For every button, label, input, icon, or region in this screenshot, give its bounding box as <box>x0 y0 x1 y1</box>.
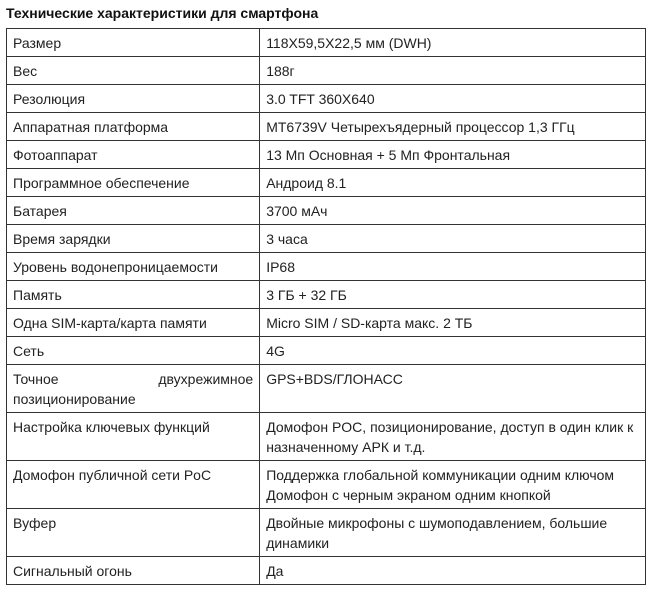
spec-label: Батарея <box>7 197 260 225</box>
table-row <box>7 141 646 169</box>
spec-value: Да <box>260 557 646 585</box>
table-row <box>7 197 646 225</box>
spec-value-line: назначенному АРК и т.д. <box>266 439 426 455</box>
table-row <box>7 337 646 365</box>
spec-value: 4G <box>260 337 646 365</box>
specs-table <box>6 28 646 585</box>
table-row <box>7 113 646 141</box>
spec-label: Вуфер <box>7 509 260 557</box>
spec-label: Домофон публичной сети PoC <box>7 461 260 509</box>
spec-label: Резолюция <box>7 85 260 113</box>
table-row <box>7 29 646 57</box>
spec-label: Память <box>7 281 260 309</box>
spec-value <box>260 413 646 461</box>
spec-value: MT6739V Четырехъядерный процессор 1,3 ГГц <box>260 113 646 141</box>
spec-label: Вес <box>7 57 260 85</box>
spec-value: 3 часа <box>260 225 646 253</box>
spec-value <box>260 509 646 557</box>
spec-label: Программное обеспечение <box>7 169 260 197</box>
table-row <box>7 57 646 85</box>
spec-value: IP68 <box>260 253 646 281</box>
spec-value: 3.0 TFT 360X640 <box>260 85 646 113</box>
spec-value: GPS+BDS/ГЛОНАСС <box>260 365 646 413</box>
table-row <box>7 225 646 253</box>
spec-label: Уровень водонепроницаемости <box>7 253 260 281</box>
spec-value-line: динамики <box>266 535 330 551</box>
spec-value: 3 ГБ + 32 ГБ <box>260 281 646 309</box>
spec-label <box>7 365 260 413</box>
spec-label: Одна SIM-карта/карта памяти <box>7 309 260 337</box>
table-row <box>7 365 646 413</box>
spec-value-line: Поддержка глобальной коммуникации одним ключом <box>266 467 615 483</box>
table-row <box>7 413 646 461</box>
spec-label: Фотоаппарат <box>7 141 260 169</box>
spec-label-word: Точное <box>13 371 59 387</box>
table-row <box>7 461 646 509</box>
spec-value: 3700 мАч <box>260 197 646 225</box>
spec-label-line <box>13 369 253 389</box>
table-row <box>7 309 646 337</box>
spec-value <box>260 461 646 509</box>
table-row <box>7 557 646 585</box>
spec-value: Micro SIM / SD-карта макс. 2 ТБ <box>260 309 646 337</box>
table-row <box>7 253 646 281</box>
spec-label-word: двухрежимное <box>158 371 254 387</box>
spec-value-line: Домофон POC, позиционирование, доступ в один клик к <box>266 419 634 435</box>
table-row <box>7 281 646 309</box>
spec-label: Время зарядки <box>7 225 260 253</box>
table-row <box>7 509 646 557</box>
spec-value: 188г <box>260 57 646 85</box>
spec-label-line: позиционирование <box>13 391 136 407</box>
spec-value-line: Домофон с черным экраном одним кнопкой <box>266 487 551 503</box>
spec-label: Размер <box>7 29 260 57</box>
table-row <box>7 85 646 113</box>
spec-label: Сигнальный огонь <box>7 557 260 585</box>
spec-label: Сеть <box>7 337 260 365</box>
spec-label: Аппаратная платформа <box>7 113 260 141</box>
spec-value-line: Двойные микрофоны с шумоподавлением, большие <box>266 515 608 531</box>
spec-value: 118X59,5X22,5 мм (DWH) <box>260 29 646 57</box>
table-row <box>7 169 646 197</box>
spec-value: Андроид 8.1 <box>260 169 646 197</box>
spec-value: 13 Мп Основная + 5 Мп Фронтальная <box>260 141 646 169</box>
spec-label: Настройка ключевых функций <box>7 413 260 461</box>
page-title: Технические характеристики для смартфона <box>6 5 319 21</box>
